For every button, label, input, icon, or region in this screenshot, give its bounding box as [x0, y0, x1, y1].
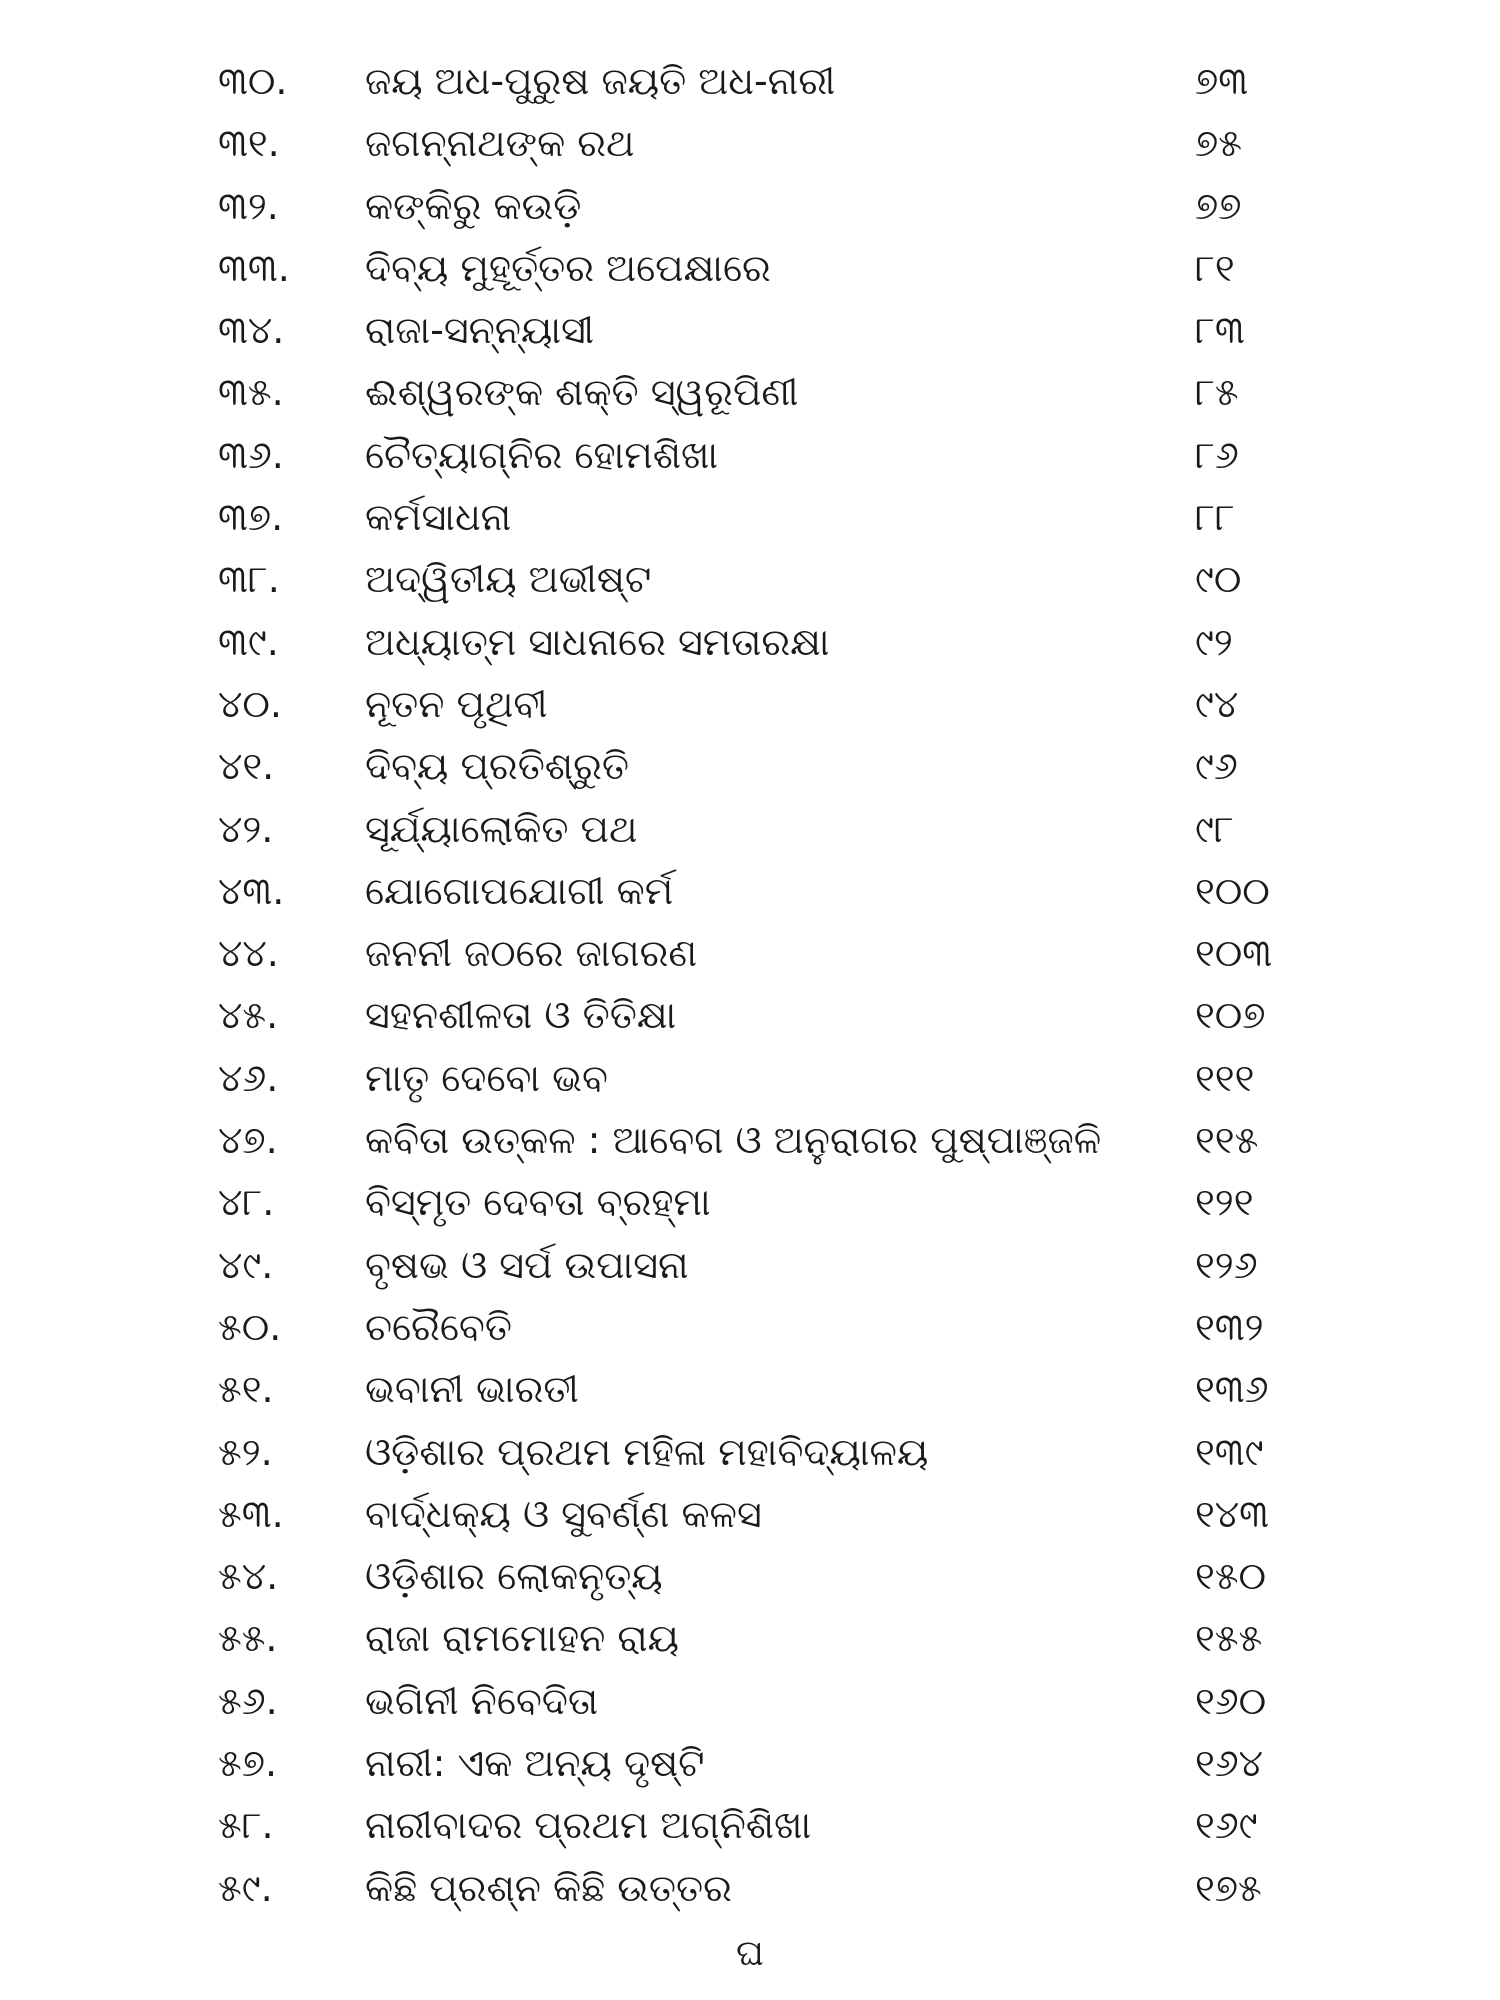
chapter-page-number: ୯୦	[1195, 557, 1242, 602]
chapter-title: ଚୈତ୍ୟାଗ୍ନିର ହୋମଶିଖା	[365, 432, 719, 477]
toc-entry	[0, 424, 1500, 486]
toc-entry	[0, 1234, 1500, 1296]
chapter-number: ୩୬.	[218, 432, 284, 477]
chapter-page-number: ୯୪	[1195, 681, 1239, 726]
chapter-number: ୩୪.	[218, 308, 285, 353]
chapter-title: ବିସ୍ମୃତ ଦେବତା ବ୍ରହ୍ମା	[365, 1180, 711, 1225]
toc-entry	[0, 1109, 1500, 1171]
chapter-page-number: ୭୫	[1195, 121, 1242, 166]
chapter-number: ୫୬.	[218, 1678, 278, 1723]
toc-entry	[0, 922, 1500, 984]
chapter-page-number: ୧୬୦	[1195, 1678, 1267, 1723]
chapter-title: ଜୟ ଅଧ-ପୁରୁଷ ଜୟତି ଅଧ-ନାରୀ	[365, 59, 836, 103]
chapter-page-number: ୧୦୩	[1195, 931, 1273, 976]
chapter-page-number: ୭୭	[1195, 183, 1242, 228]
chapter-number: ୩୯.	[218, 619, 279, 664]
chapter-title: କିଛି ପ୍ରଶ୍ନ କିଛି ଉତ୍ତର	[365, 1865, 732, 1910]
chapter-title: ଚରୈବେତି	[365, 1304, 512, 1349]
toc-entry	[0, 112, 1500, 174]
chapter-number: ୫୯.	[218, 1865, 273, 1910]
toc-entry	[0, 1607, 1500, 1669]
chapter-page-number: ୧୩୨	[1195, 1304, 1264, 1349]
chapter-title: ଅଦ୍ୱିତୀୟ ଅଭୀଷ୍ଟ	[365, 557, 652, 602]
toc-entry	[0, 673, 1500, 735]
chapter-title: ନାରୀ: ଏକ ଅନ୍ୟ ଦୃଷ୍ଟି	[365, 1741, 705, 1786]
page-number: ଘ	[736, 1933, 764, 1974]
chapter-page-number: ୮୮	[1195, 495, 1235, 540]
chapter-page-number: ୮୫	[1195, 370, 1239, 415]
chapter-title: ନୂତନ ପୃଥିବୀ	[365, 681, 548, 726]
chapter-number: ୫୪.	[218, 1554, 279, 1599]
chapter-number: ୩୨.	[218, 183, 279, 228]
toc-entry	[0, 1483, 1500, 1545]
chapter-number: ୪୭.	[218, 1118, 278, 1163]
chapter-page-number: ୧୩୯	[1195, 1429, 1264, 1474]
chapter-title: କର୍ମସାଧନା	[365, 495, 512, 540]
chapter-page-number: ୧୪୩	[1195, 1491, 1270, 1536]
chapter-title: ଓଡ଼ିଶାର ପ୍ରଥମ ମହିଳା ମହାବିଦ୍ୟାଳୟ	[365, 1429, 929, 1474]
chapter-number: ୫୮.	[218, 1803, 274, 1848]
toc-entry	[0, 798, 1500, 860]
chapter-page-number: ୮୧	[1195, 245, 1235, 290]
chapter-page-number: ୧୧୧	[1195, 1055, 1255, 1100]
chapter-page-number: ୧୦୭	[1195, 993, 1266, 1038]
toc-entry	[0, 299, 1500, 361]
toc-entry	[0, 1171, 1500, 1233]
chapter-page-number: ୧୬୯	[1195, 1803, 1258, 1848]
chapter-number: ୪୦.	[218, 681, 282, 726]
chapter-number: ୪୪.	[218, 931, 279, 976]
chapter-page-number: ୭୩	[1195, 59, 1249, 103]
toc-entry	[0, 860, 1500, 922]
chapter-number: ୩୫.	[218, 370, 284, 415]
chapter-number: ୪୨.	[218, 806, 274, 851]
chapter-page-number: ୧୭୫	[1195, 1865, 1262, 1910]
chapter-title: ବୃଷଭ ଓ ସର୍ପ ଉପାସନା	[365, 1242, 689, 1287]
toc-entry	[0, 1857, 1500, 1919]
chapter-title: ଭଗିନୀ ନିବେଦିତା	[365, 1678, 599, 1723]
chapter-title: ରାଜା-ସନ୍ନ୍ୟାସୀ	[365, 308, 595, 353]
chapter-number: ୩୭.	[218, 495, 284, 540]
chapter-title: ଦିବ୍ୟ ମୁହୂର୍ତ୍ତର ଅପେକ୍ଷାରେ	[365, 245, 771, 290]
chapter-title: ଅଧ୍ୟାତ୍ମ ସାଧନାରେ ସମତାରକ୍ଷା	[365, 619, 830, 664]
chapter-page-number: ୮୩	[1195, 308, 1245, 353]
chapter-number: ୫୭.	[218, 1741, 278, 1786]
toc-entry	[0, 735, 1500, 797]
toc-entry	[0, 1358, 1500, 1420]
chapter-title: ବାର୍ଦ୍ଧକ୍ୟ ଓ ସୁବର୍ଣ୍ଣ କଳସ	[365, 1491, 762, 1536]
chapter-number: ୩୦.	[218, 59, 288, 103]
chapter-title: ଜନନୀ ଜଠରେ ଜାଗରଣ	[365, 931, 698, 976]
chapter-number: ୫୩.	[218, 1491, 284, 1536]
chapter-title: କଙ୍କିରୁ କଉଡ଼ି	[365, 183, 582, 228]
chapter-number: ୪୫.	[218, 993, 279, 1038]
toc-entry	[0, 984, 1500, 1046]
chapter-title: ଈଶ୍ୱରଙ୍କ ଶକ୍ତି ସ୍ୱରୂପିଣୀ	[365, 370, 799, 415]
toc-entry	[0, 548, 1500, 610]
toc-entry	[0, 486, 1500, 548]
chapter-title: ଯୋଗୋପଯୋଗୀ କର୍ମ	[365, 868, 674, 913]
chapter-number: ୩୩.	[218, 245, 290, 290]
chapter-page-number: ୧୨୬	[1195, 1242, 1258, 1287]
chapter-number: ୪୩.	[218, 868, 285, 913]
chapter-number: ୫୦.	[218, 1304, 282, 1349]
toc-entry	[0, 1794, 1500, 1856]
chapter-page-number: ୧୦୦	[1195, 868, 1270, 913]
chapter-title: ମାତୃ ଦେବୋ ଭବ	[365, 1055, 608, 1100]
chapter-number: ୪୮.	[218, 1180, 275, 1225]
chapter-title: ନାରୀବାଦର ପ୍ରଥମ ଅଗ୍ନିଶିଖା	[365, 1803, 812, 1848]
chapter-title: କବିତା ଉତ୍କଳ : ଆବେଗ ଓ ଅନୁରାଗର ପୁଷ୍ପାଞ୍ଜଳି	[365, 1118, 1102, 1163]
chapter-number: ୪୧.	[218, 744, 275, 789]
toc-entry	[0, 1670, 1500, 1732]
chapter-page-number: ୮୬	[1195, 432, 1239, 477]
chapter-number: ୪୬.	[218, 1055, 279, 1100]
chapter-title: ରାଜା ରାମମୋହନ ରାୟ	[365, 1616, 679, 1661]
chapter-page-number: ୧୧୫	[1195, 1118, 1259, 1163]
toc-entry	[0, 1296, 1500, 1358]
chapter-title: ସୂର୍ଯ୍ୟାଲୋକିତ ପଥ	[365, 806, 638, 851]
chapter-number: ୩୧.	[218, 121, 280, 166]
chapter-page-number: ୯୬	[1195, 744, 1238, 789]
chapter-page-number: ୧୫୫	[1195, 1616, 1263, 1661]
chapter-title: ଜଗନ୍ନାଥଙ୍କ ରଥ	[365, 121, 635, 166]
table-of-contents	[0, 50, 1500, 1919]
chapter-number: ୪୯.	[218, 1242, 274, 1287]
chapter-number: ୫୧.	[218, 1367, 274, 1412]
chapter-title: ଓଡ଼ିଶାର ଲୋକନୃତ୍ୟ	[365, 1554, 663, 1599]
toc-entry	[0, 361, 1500, 423]
chapter-page-number: ୯୨	[1195, 619, 1233, 664]
chapter-title: ସହନଶୀଳତା ଓ ତିତିକ୍ଷା	[365, 993, 677, 1038]
chapter-title: ଦିବ୍ୟ ପ୍ରତିଶ୍ରୁତି	[365, 744, 629, 789]
chapter-number: ୩୮.	[218, 557, 280, 602]
toc-entry	[0, 50, 1500, 112]
toc-entry	[0, 611, 1500, 673]
chapter-page-number: ୧୫୦	[1195, 1554, 1267, 1599]
chapter-page-number: ୧୨୧	[1195, 1180, 1254, 1225]
chapter-page-number: ୧୩୬	[1195, 1367, 1269, 1412]
toc-entry	[0, 1545, 1500, 1607]
chapter-number: ୫୨.	[218, 1429, 273, 1474]
toc-entry	[0, 175, 1500, 237]
chapter-title: ଭବାନୀ ଭାରତୀ	[365, 1367, 579, 1412]
toc-entry	[0, 1732, 1500, 1794]
chapter-page-number: ୧୬୪	[1195, 1741, 1264, 1786]
toc-entry	[0, 237, 1500, 299]
toc-entry	[0, 1421, 1500, 1483]
toc-entry	[0, 1047, 1500, 1109]
chapter-page-number: ୯୮	[1195, 806, 1234, 851]
chapter-number: ୫୫.	[218, 1616, 278, 1661]
